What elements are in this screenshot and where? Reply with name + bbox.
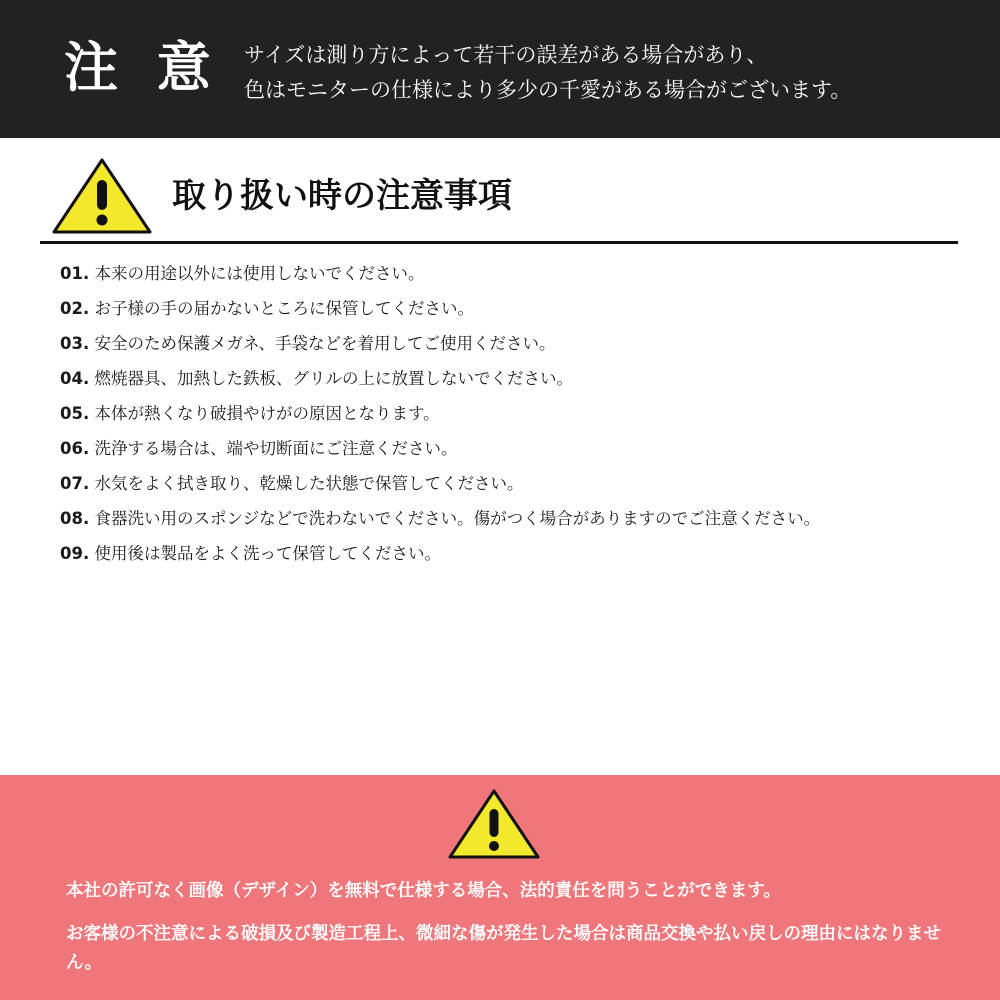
list-item (60, 291, 960, 326)
item-number: 08. (60, 509, 90, 528)
notice-text (244, 38, 851, 108)
item-number: 06. (60, 439, 90, 458)
item-text: 安全のため保護メガネ、手袋などを着用してご使用ください。 (94, 334, 556, 353)
handling-section-header (0, 150, 1000, 245)
disclaimer-text (66, 875, 966, 978)
item-text: 水気をよく拭き取り、乾燥した状態で保管してください。 (94, 474, 524, 493)
item-number: 09. (60, 544, 90, 563)
item-text: 本体が熱くなり破損やけがの原因となります。 (94, 404, 440, 423)
item-text: 燃焼器具、加熱した鉄板、グリルの上に放置しないでください。 (94, 369, 573, 388)
notice-title: 注 意 (64, 36, 221, 99)
item-text: お子様の手の届かないところに保管してください。 (94, 299, 474, 318)
item-text: 本来の用途以外には使用しないでください。 (94, 264, 425, 283)
item-text: 洗浄する場合は、端や切断面にご注意ください。 (94, 439, 458, 458)
item-text: 使用後は製品をよく洗って保管してください。 (94, 544, 441, 563)
item-number: 04. (60, 369, 90, 388)
item-number: 07. (60, 474, 90, 493)
item-number: 05. (60, 404, 90, 423)
list-item (60, 326, 960, 361)
notice-line-2: 色はモニターの仕様により多少の千愛がある場合がございます。 (244, 78, 852, 102)
list-item (60, 536, 960, 571)
item-number: 01. (60, 264, 90, 283)
notice-line-1: サイズは測り方によって若干の誤差がある場合があり、 (244, 43, 768, 67)
disclaimer-panel (0, 775, 1000, 1000)
list-item (60, 501, 960, 536)
warning-triangle-icon (446, 787, 542, 861)
list-item (60, 431, 960, 466)
item-number: 03. (60, 334, 90, 353)
copyright-notice: 本社の許可なく画像（デザイン）を無料で仕様する場合、法的責任を問うことができます。 (66, 881, 781, 901)
notice-banner (0, 0, 1000, 138)
warning-triangle-icon (50, 156, 154, 236)
section-divider (40, 241, 958, 244)
item-number: 02. (60, 299, 90, 318)
list-item (60, 466, 960, 501)
item-text: 食器洗い用のスポンジなどで洗わないでください。傷がつく場合がありますのでご注意ください。 (94, 509, 821, 528)
section-title: 取り扱い時の注意事項 (172, 176, 512, 216)
precaution-list (60, 256, 960, 571)
list-item (60, 361, 960, 396)
list-item (60, 396, 960, 431)
list-item (60, 256, 960, 291)
damage-notice: お客様の不注意による破損及び製造工程上、微細な傷が発生した場合は商品交換や払い戻しの理由にはなりません。 (66, 924, 941, 973)
